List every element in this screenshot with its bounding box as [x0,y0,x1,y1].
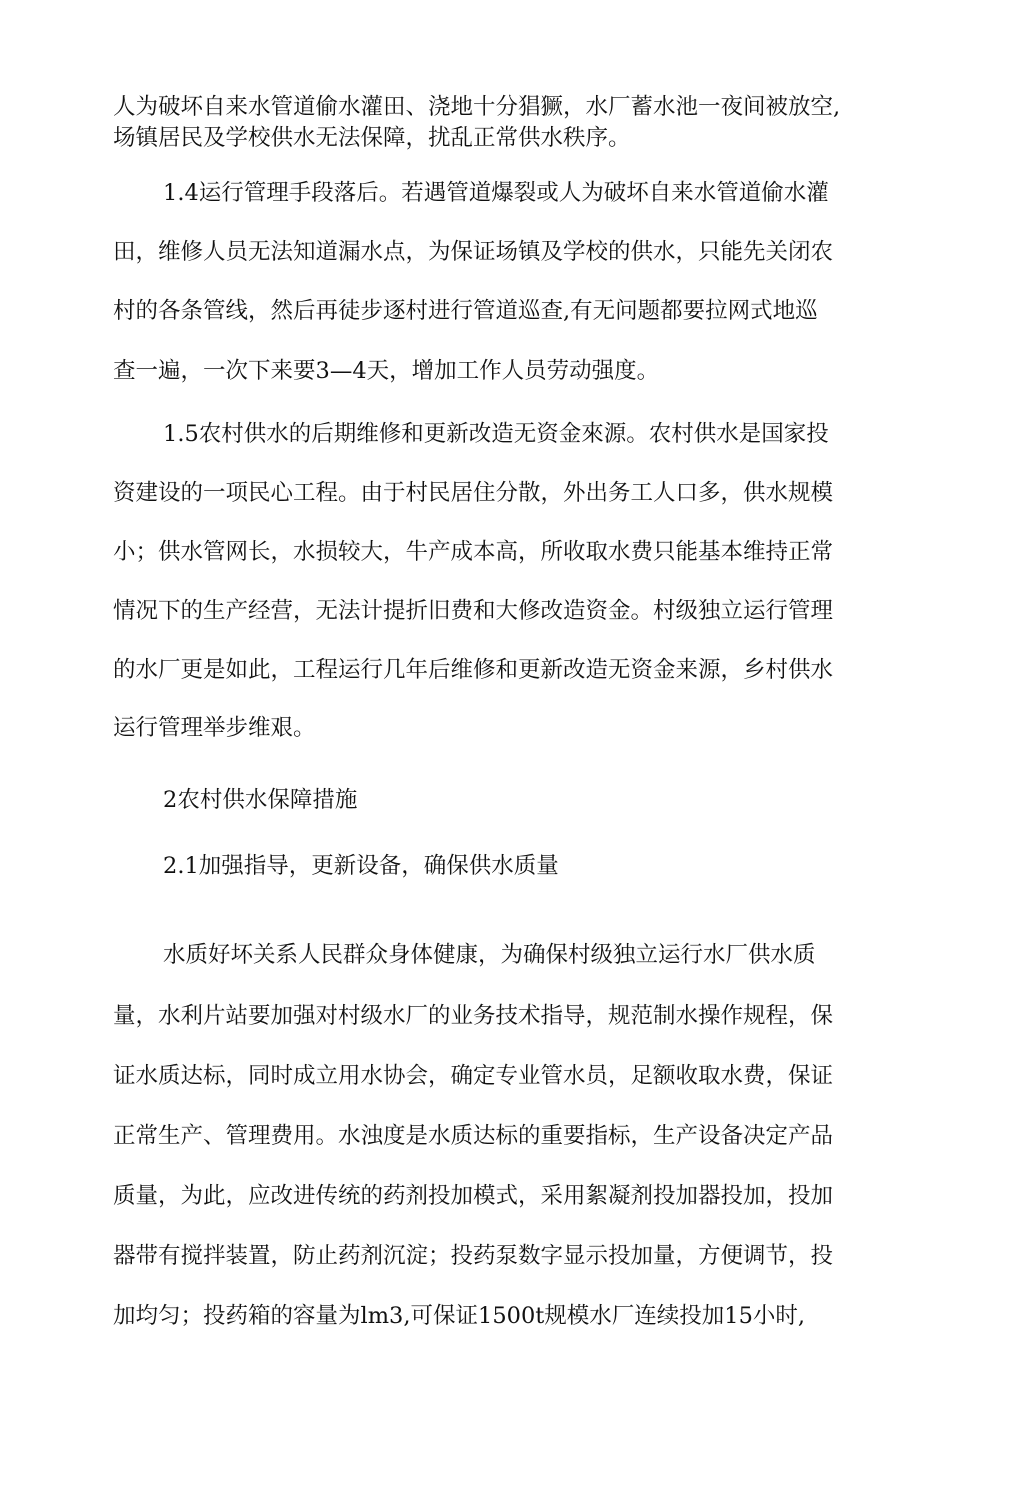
paragraph-2-line-1: 资建设的一项民心工程。由于村民居住分散，外出务工人口多，供水规模 [113,480,834,506]
paragraph-0-line-0: 人为破坏自来水管道偷水灌田、浇地十分猖獗，水厂蓄水池一夜间被放空, [113,94,841,120]
paragraph-0-line-1: 场镇居民及学校供水无法保障，扰乱正常供水秩序。 [113,125,631,151]
subsection-heading: 2.1加强指导，更新设备，确保供水质量 [163,853,559,879]
paragraph-2-line-5: 运行管理举步维艰。 [113,715,316,741]
paragraph-5-line-4: 质量，为此，应改进传统的药剂投加模式，采用絮凝剂投加器投加，投加 [113,1183,834,1209]
paragraph-2-line-4: 的水厂更是如此，工程运行几年后维修和更新改造无资金来源，乡村供水 [113,657,834,683]
paragraph-2-line-3: 情况下的生产经营，无法计提折旧费和大修改造资金。村级独立运行管理 [113,598,834,624]
paragraph-1-line-2: 村的各条管线，然后再徒步逐村进行管道巡查,有无问题都要拉网式地巡 [113,298,818,324]
section-heading: 2农村供水保障措施 [163,787,358,813]
paragraph-2-line-0: 1.5农村供水的后期维修和更新改造无资金來源。农村供水是国家投 [163,421,829,447]
paragraph-5-line-2: 证水质达标，同时成立用水协会，确定专业管水员，足额收取水费，保证 [113,1063,834,1089]
paragraph-2-line-2: 小；供水管网长，水损较大，牛产成本高，所收取水费只能基本维持正常 [113,539,834,565]
paragraph-1-line-1: 田，维修人员无法知道漏水点，为保证场镇及学校的供水，只能先关闭农 [113,239,834,265]
paragraph-5-line-3: 正常生产、管理费用。水浊度是水质达标的重要指标，生产设备决定产品 [113,1123,834,1149]
paragraph-5-line-0: 水质好坏关系人民群众身体健康，为确保村级独立运行水厂供水质 [163,942,816,968]
paragraph-5-line-1: 量，水利片站要加强对村级水厂的业务技术指导，规范制水操作规程，保 [113,1003,834,1029]
paragraph-5-line-6: 加均匀；投药箱的容量为lm3,可保证1500t规模水厂连续投加15小时, [113,1303,806,1329]
paragraph-1-line-0: 1.4运行管理手段落后。若遇管道爆裂或人为破坏自来水管道偷水灌 [163,180,829,206]
paragraph-1-line-3: 查一遍，一次下来要3—4天，增加工作人员劳动强度。 [113,358,660,384]
paragraph-5-line-5: 器带有搅拌装置，防止药剂沉淀；投药泵数字显示投加量，方便调节，投 [113,1243,834,1269]
